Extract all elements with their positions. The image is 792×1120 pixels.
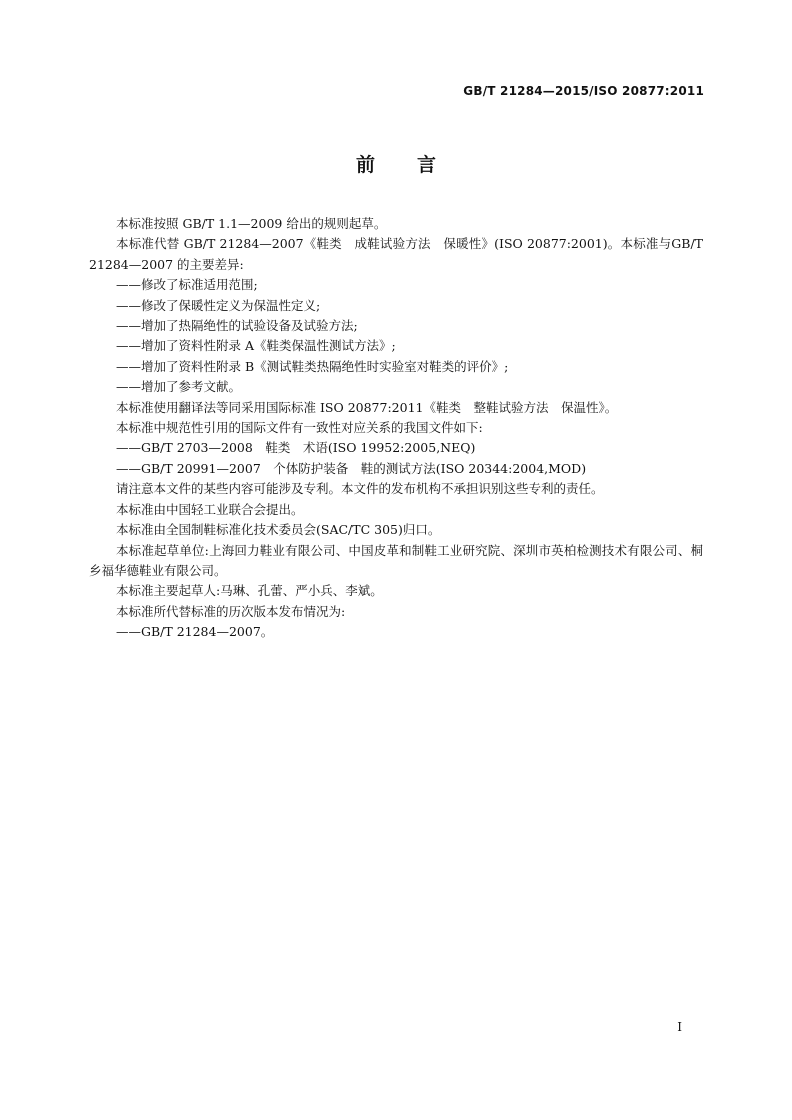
list-item-change-scope: ——修改了标准适用范围; — [116, 277, 258, 293]
list-item-add-annex-b: ——增加了资料性附录 B《测试鞋类热隔绝性时实验室对鞋类的评价》; — [116, 358, 509, 374]
list-item-previous-version: ——GB/T 21284—2007。 — [116, 624, 274, 640]
list-item-ref-gbt20991: ——GB/T 20991—2007 个体防护装备 鞋的测试方法(ISO 20344:2004,MOD) — [116, 460, 587, 476]
list-item-add-test-method: ——增加了热隔绝性的试验设备及试验方法; — [116, 318, 358, 334]
paragraph-drafting-units: 本标准起草单位:上海回力鞋业有限公司、中国皮革和制鞋工业研究院、深圳市英柏检测技术有限公司、桐乡福华德鞋业有限公司。 — [89, 542, 703, 578]
list-item-change-definition: ——修改了保暖性定义为保温性定义; — [116, 297, 321, 313]
title-char-1: 前 — [355, 154, 375, 176]
list-item-ref-gbt2703: ——GB/T 2703—2008 鞋类 术语(ISO 19952:2005,NEQ) — [116, 440, 476, 456]
paragraph-drafting-rules: 本标准按照 GB/T 1.1—2009 给出的规则起草。 — [116, 216, 387, 231]
foreword-body — [89, 214, 703, 643]
paragraph-version-history: 本标准所代替标准的历次版本发布情况为: — [116, 603, 346, 619]
standard-code: GB/T 21284—2015/ISO 20877:2011 — [463, 84, 704, 98]
list-item-add-annex-a: ——增加了资料性附录 A《鞋类保温性测试方法》; — [116, 338, 396, 354]
page-number: I — [677, 1020, 682, 1034]
paragraph-replaces: 本标准代替 GB/T 21284—2007《鞋类 成鞋试验方法 保暖性》(ISO 20877:2001)。本标准与GB/T 21284—2007 的主要差异: — [89, 236, 703, 272]
list-item-add-bibliography: ——增加了参考文献。 — [116, 379, 242, 395]
page-title — [0, 150, 792, 177]
paragraph-adoption: 本标准使用翻译法等同采用国际标准 ISO 20877:2011《鞋类 整鞋试验方法 保温性》。 — [116, 399, 618, 415]
paragraph-drafters: 本标准主要起草人:马琳、孔蕾、严小兵、李斌。 — [116, 583, 383, 599]
title-char-2: 言 — [417, 154, 437, 176]
paragraph-normative-refs: 本标准中规范性引用的国际文件有一致性对应关系的我国文件如下: — [116, 420, 483, 436]
paragraph-patent-notice: 请注意本文件的某些内容可能涉及专利。本文件的发布机构不承担识别这些专利的责任。 — [116, 481, 604, 497]
paragraph-proposed-by: 本标准由中国轻工业联合会提出。 — [116, 501, 304, 517]
paragraph-managed-by: 本标准由全国制鞋标准化技术委员会(SAC/TC 305)归口。 — [116, 522, 441, 538]
